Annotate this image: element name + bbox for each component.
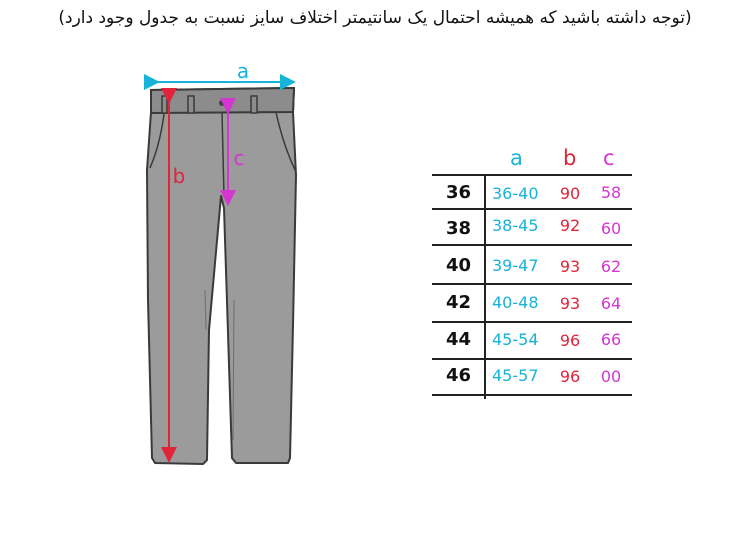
row-divider — [432, 208, 632, 210]
a-label: a — [236, 59, 250, 83]
row-divider — [432, 244, 632, 246]
cell-a: 45-57 — [492, 366, 539, 385]
row-size: 46 — [446, 365, 472, 386]
cell-b: 96 — [559, 367, 581, 386]
cell-c: 58 — [600, 183, 622, 202]
header-a: a — [510, 146, 523, 170]
cell-c: 60 — [600, 219, 622, 238]
cell-b: 96 — [559, 331, 581, 350]
row-divider — [432, 358, 632, 360]
b-label: b — [172, 164, 186, 188]
row-size: 38 — [446, 218, 472, 239]
cell-c: 00 — [600, 367, 622, 386]
cell-c: 62 — [600, 257, 622, 276]
cell-a: 39-47 — [492, 256, 539, 275]
size-table — [430, 146, 635, 402]
header-c: c — [603, 146, 615, 170]
row-size: 40 — [446, 255, 472, 276]
size-note: (توجه داشته باشید که همیشه احتمال یک سانتیمتر اختلاف سایز نسبت به جدول وجود دارد) — [58, 8, 692, 28]
row-divider — [432, 394, 632, 396]
cell-a: 40-48 — [492, 293, 539, 312]
row-size: 42 — [446, 292, 472, 313]
c-label: c — [233, 146, 245, 170]
row-divider — [432, 321, 632, 323]
row-divider — [432, 174, 632, 176]
cell-a: 36-40 — [492, 184, 539, 203]
cell-a: 38-45 — [492, 216, 539, 235]
cell-c: 64 — [600, 294, 622, 313]
header-b: b — [563, 146, 577, 170]
cell-b: 93 — [559, 257, 581, 276]
cell-b: 93 — [559, 294, 581, 313]
cell-b: 90 — [559, 184, 581, 203]
cell-b: 92 — [559, 216, 581, 235]
row-divider — [432, 283, 632, 285]
row-size: 44 — [446, 329, 472, 350]
row-size: 36 — [446, 182, 472, 203]
cell-c: 66 — [600, 330, 622, 349]
cell-a: 45-54 — [492, 330, 539, 349]
